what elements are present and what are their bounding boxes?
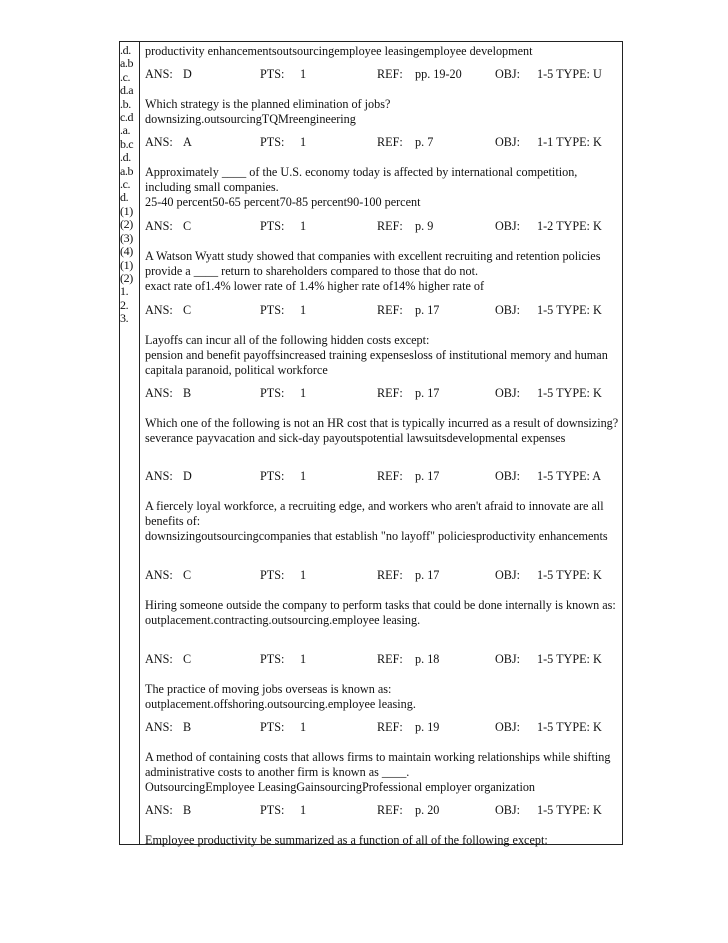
- obj-label: OBJ:: [495, 303, 521, 317]
- gutter-entry: d.: [120, 190, 129, 205]
- answer-row: [145, 386, 623, 401]
- pts-label: PTS:: [260, 469, 285, 483]
- answer-row: [145, 303, 623, 318]
- ref-label: REF:: [377, 219, 403, 233]
- gutter-entry: (1): [120, 203, 133, 218]
- gutter-entry: (2): [120, 217, 133, 232]
- answer-row: [145, 219, 623, 234]
- question-stem: Layoffs can incur all of the following hidden costs except:: [145, 333, 430, 347]
- question-options: outplacement.contracting.outsourcing.employee leasing.: [145, 613, 421, 627]
- question-stem: Which strategy is the planned elimination of jobs?: [145, 97, 391, 111]
- ref-label: REF:: [377, 469, 403, 483]
- obj-label: OBJ:: [495, 386, 521, 400]
- obj-value: 1-5 TYPE: K: [537, 803, 602, 817]
- ref-value: pp. 19-20: [415, 67, 462, 81]
- question: [145, 165, 623, 210]
- ans-label: ANS:: [145, 219, 173, 233]
- gutter-entry: c.d: [120, 110, 134, 125]
- pts-label: PTS:: [260, 720, 285, 734]
- pts-label: PTS:: [260, 303, 285, 317]
- ref-value: p. 17: [415, 469, 440, 483]
- question: [145, 833, 623, 848]
- pts-value: 1: [300, 469, 307, 483]
- obj-value: 1-2 TYPE: K: [537, 219, 602, 233]
- question-options: severance payvacation and sick-day payoutspotential lawsuitsdevelopmental expenses: [145, 431, 566, 445]
- ans-value: B: [183, 386, 192, 400]
- ref-value: p. 17: [415, 386, 440, 400]
- ans-label: ANS:: [145, 469, 173, 483]
- question: [145, 333, 623, 378]
- question-options: productivity enhancementsoutsourcingemployee leasingemployee development: [145, 44, 533, 58]
- ref-value: p. 9: [415, 219, 434, 233]
- question: [145, 249, 623, 294]
- obj-value: 1-5 TYPE: K: [537, 568, 602, 582]
- obj-label: OBJ:: [495, 219, 521, 233]
- gutter-entry: 2.: [120, 297, 129, 312]
- answer-key-gutter: [120, 44, 140, 326]
- ans-label: ANS:: [145, 303, 173, 317]
- pts-label: PTS:: [260, 652, 285, 666]
- ref-label: REF:: [377, 720, 403, 734]
- question-options: downsizingoutsourcingcompanies that establish "no layoff" policiesproductivity enhancements: [145, 529, 608, 543]
- obj-label: OBJ:: [495, 135, 521, 149]
- pts-label: PTS:: [260, 219, 285, 233]
- question-stem: Which one of the following is not an HR cost that is typically incurred as a result of downsizing?: [145, 416, 619, 430]
- question-stem: Employee productivity be summarized as a function of all of the following except:: [145, 833, 548, 847]
- ref-label: REF:: [377, 652, 403, 666]
- ans-value: C: [183, 219, 192, 233]
- question: [145, 499, 623, 544]
- answer-row: [145, 568, 623, 583]
- question: [145, 97, 623, 127]
- question-options: outplacement.offshoring.outsourcing.employee leasing.: [145, 697, 416, 711]
- ans-label: ANS:: [145, 652, 173, 666]
- pts-value: 1: [300, 386, 307, 400]
- obj-label: OBJ:: [495, 652, 521, 666]
- ans-value: B: [183, 803, 192, 817]
- obj-label: OBJ:: [495, 720, 521, 734]
- answer-row: [145, 652, 623, 667]
- gutter-entry: (1): [120, 257, 133, 272]
- gutter-entry: (3): [120, 230, 133, 245]
- ans-value: A: [183, 135, 192, 149]
- obj-value: 1-5 TYPE: K: [537, 720, 602, 734]
- obj-label: OBJ:: [495, 67, 521, 81]
- answer-row: [145, 67, 623, 82]
- ref-value: p. 19: [415, 720, 440, 734]
- ans-value: C: [183, 568, 192, 582]
- question-options: exact rate of1.4% lower rate of 1.4% higher rate of14% higher rate of: [145, 279, 485, 293]
- question-options: downsizing.outsourcingTQMreengineering: [145, 112, 356, 126]
- ref-label: REF:: [377, 386, 403, 400]
- options-line: [145, 44, 623, 59]
- question: [145, 416, 623, 446]
- question: [145, 750, 623, 795]
- gutter-entry: a.b: [120, 163, 134, 178]
- gutter-entry: .d.: [120, 150, 131, 165]
- ref-label: REF:: [377, 135, 403, 149]
- question-stem: A fiercely loyal workforce, a recruiting edge, and workers who aren't afraid to innovate are all benefits of:: [145, 499, 604, 528]
- pts-value: 1: [300, 67, 307, 81]
- question-stem: A method of containing costs that allows firms to maintain working relationships while shifting administrative costs to another firm is known as ____.: [145, 750, 611, 779]
- obj-value: 1-1 TYPE: K: [537, 135, 602, 149]
- ans-value: D: [183, 469, 192, 483]
- gutter-entry: .c.: [120, 69, 131, 84]
- pts-label: PTS:: [260, 386, 285, 400]
- pts-label: PTS:: [260, 803, 285, 817]
- gutter-entry: a.b: [120, 56, 134, 71]
- ref-label: REF:: [377, 67, 403, 81]
- gutter-entry: d.a: [120, 83, 134, 98]
- ans-label: ANS:: [145, 568, 173, 582]
- obj-value: 1-5 TYPE: U: [537, 67, 602, 81]
- obj-label: OBJ:: [495, 568, 521, 582]
- gutter-entry: .d.: [120, 43, 131, 57]
- ans-label: ANS:: [145, 720, 173, 734]
- ref-label: REF:: [377, 568, 403, 582]
- gutter-entry: (2): [120, 270, 133, 285]
- question-options: OutsourcingEmployee LeasingGainsourcingProfessional employer organization: [145, 780, 536, 794]
- answer-row: [145, 803, 623, 818]
- answer-row: [145, 720, 623, 735]
- question-options: 25-40 percent50-65 percent70-85 percent90-100 percent: [145, 195, 421, 209]
- pts-label: PTS:: [260, 67, 285, 81]
- answer-row: [145, 469, 623, 484]
- obj-value: 1-5 TYPE: A: [537, 469, 602, 483]
- pts-value: 1: [300, 135, 307, 149]
- obj-label: OBJ:: [495, 469, 521, 483]
- question-stem: Approximately ____ of the U.S. economy today is affected by international competition, including small companies.: [145, 165, 578, 194]
- pts-value: 1: [300, 303, 307, 317]
- pts-label: PTS:: [260, 135, 285, 149]
- gutter-entry: 1.: [120, 284, 129, 299]
- pts-label: PTS:: [260, 568, 285, 582]
- obj-value: 1-5 TYPE: K: [537, 652, 602, 666]
- gutter-entry: .b.: [120, 96, 131, 111]
- pts-value: 1: [300, 219, 307, 233]
- ref-label: REF:: [377, 803, 403, 817]
- pts-value: 1: [300, 720, 307, 734]
- ans-label: ANS:: [145, 386, 173, 400]
- ans-label: ANS:: [145, 135, 173, 149]
- ref-value: p. 7: [415, 135, 434, 149]
- ref-value: p. 17: [415, 568, 440, 582]
- ans-label: ANS:: [145, 803, 173, 817]
- obj-value: 1-5 TYPE: K: [537, 386, 602, 400]
- gutter-entry: (4): [120, 244, 133, 259]
- question-stem: Hiring someone outside the company to perform tasks that could be done internally is known as:: [145, 598, 616, 612]
- answer-row: [145, 135, 623, 150]
- obj-value: 1-5 TYPE: K: [537, 303, 602, 317]
- gutter-entry: b.c: [120, 136, 134, 151]
- pts-value: 1: [300, 568, 307, 582]
- gutter-entry: .a.: [120, 123, 131, 138]
- question: [145, 682, 623, 712]
- pts-value: 1: [300, 652, 307, 666]
- ref-value: p. 17: [415, 303, 440, 317]
- ans-value: B: [183, 720, 192, 734]
- obj-label: OBJ:: [495, 803, 521, 817]
- question-options: pension and benefit payoffsincreased training expensesloss of institutional memory and human capitala paranoid, political workforce: [145, 348, 608, 377]
- ans-value: D: [183, 67, 192, 81]
- question-stem: A Watson Wyatt study showed that companies with excellent recruiting and retention policies provide a ____ return to shareholders compared to those that do not.: [145, 249, 601, 278]
- ref-value: p. 20: [415, 803, 440, 817]
- ref-value: p. 18: [415, 652, 440, 666]
- gutter-entry: 3.: [120, 311, 129, 326]
- gutter-entry: .c.: [120, 177, 131, 192]
- ans-value: C: [183, 652, 192, 666]
- pts-value: 1: [300, 803, 307, 817]
- ans-value: C: [183, 303, 192, 317]
- ref-label: REF:: [377, 303, 403, 317]
- question-stem: The practice of moving jobs overseas is known as:: [145, 682, 392, 696]
- question: [145, 598, 623, 628]
- ans-label: ANS:: [145, 67, 173, 81]
